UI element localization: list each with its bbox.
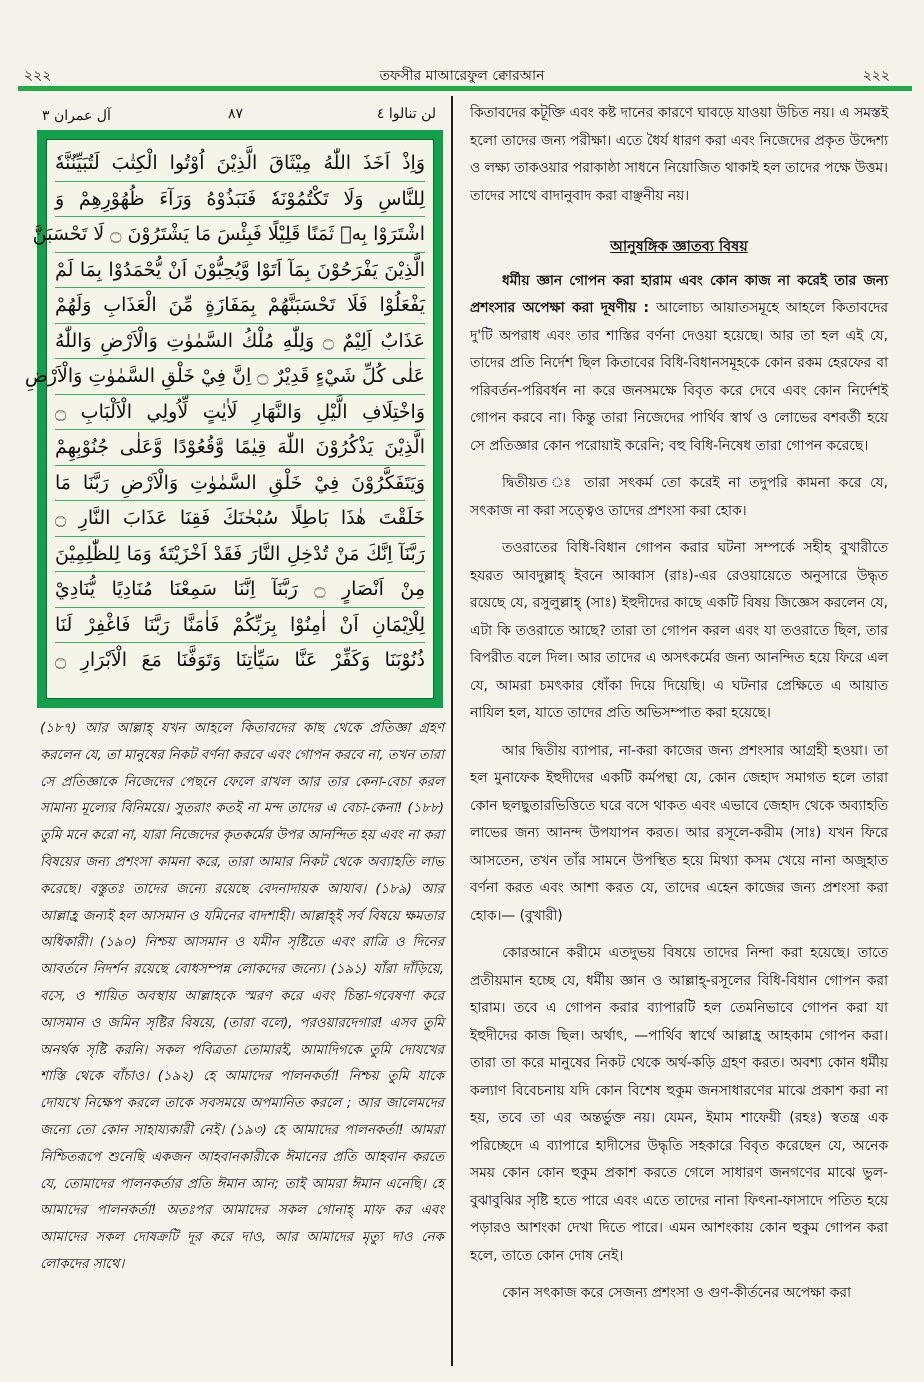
- quran-line: ذُنُوْبَنَا وَكَفِّرْ عَنَّا سَيِّاٰتِنَا وَتَوَفَّنَا مَعَ الْاَبْرَارِ ۝: [55, 649, 425, 671]
- commentary-paragraph: তওরাতের বিধি-বিধান গোপন করার ঘটনা সম্পর্কে সহীহ বুখারীতে হযরত আবদুল্লাহ্ ইবনে আব্বাস (রাঃ)-এর রেওয়ায়েতে অনুসারে উদ্ধৃত রয়েছে যে, রসুলুল্লাহ্ (সাঃ) ইহুদীদের কাছে একটি বিষয় জিজ্ঞেস করলেন যে, এটা কি তওরাতে আছে? তারা তা গোপন করল এবং যা তওরাতে ছিল, তার বিপরীত বলে দিল। আর তাদের এ অসৎকর্মের জন্য আনন্দিত হয়ে ফিরে এল যে, আমরা চমৎকার ধোঁকা দিয়ে দিয়েছি। এ ঘটনার প্রেক্ষিতে এ আয়াত নাযিল হল, যাতে তাদের প্রতি অভিসম্পাত করা হয়েছে।: [470, 540, 888, 721]
- commentary-column: [470, 100, 888, 1318]
- quran-line: لِلْاِيْمَانِ اَنْ اٰمِنُوْا بِرَبِّكُمْ فَاٰمَنَّا رَبَّنَا فَاغْفِرْ لَنَا: [55, 608, 425, 644]
- translation-column: [40, 716, 444, 1279]
- commentary-paragraph: কোরআনে করীমে এতদুভয় বিষয়ে তাদের নিন্দা করা হয়েছে। তাতে প্রতীয়মান হচ্ছে যে, ধর্মীয় জ্ঞান ও আল্লাহ্-রসূলের বিধি-বিধান গোপন করা হারাম। তবে এ গোপন করার ব্যাপারটি হল তেমনিভাবে গোপন করা যা ইহুদীদের কাজ ছিল। অর্থাৎ, —পার্থিব স্বার্থে আল্লাহ্র আহকাম গোপন করা। তারা তা করে মানুষের নিকট থেকে অর্থ-কড়ি গ্রহণ করত। অবশ্য কোন ধর্মীয় কল্যাণ বিবেচনায় যদি কোন বিশেষ হুকুম জনসাধারণের মাঝে প্রকাশ করা না হয়, তবে তা এর অন্তর্ভুক্ত নয়। যেমন, ইমাম শাফেয়ী (রহঃ) স্বতন্ত্র এক পরিচ্ছেদে এ ব্যাপারে হাদীসের উদ্ধৃতি সহকারে বিবৃত করেছেন যে, অনেক সময় কোন কোন হুকুম প্রকাশ করতে গেলে সাধারণ জনগণের মাঝে ভুল-বুঝাবুঝির সৃষ্টি হতে পারে এবং এতে তাদের নানা ফিৎনা-ফাসাদে পতিত হয়ে পড়ারও আশংকা দেখা দিতে পারে। এমন আশংকায় কোন হুকুম গোপন করা হলে, তাতে কোন দোষ নেই।: [470, 945, 888, 1264]
- page-number-right: ২২২: [862, 68, 890, 84]
- surah-name: آل عمران ٣: [42, 108, 111, 124]
- quran-line: خَلَقْتَ هٰذَا بَاطِلًا سُبْحٰنَكَ فَقِنَا عَذَابَ النَّارِ ۝: [55, 501, 425, 537]
- quran-line: عَلٰى كُلِّ شَيْءٍ قَدِيْرٌ ۝ اِنَّ فِيْ خَلْقِ السَّمٰوٰتِ وَالْاَرْضِ: [55, 359, 425, 395]
- quran-line: وَاخْتِلَافِ الَّيْلِ وَالنَّهَارِ لَاٰيٰتٍ لِّاُولِي الْاَلْبَابِ ۝: [55, 395, 425, 431]
- commentary-paragraph: কিতাবদের কটূক্তি এবং কষ্ট দানের কারণে ঘাবড়ে যাওয়া উচিত নয়। এ সমস্তই হলো তাদের জন্য পরীক্ষা। এতে ধৈর্য ধারণ করা এবং নিজেদের প্রকৃত উদ্দেশ্য ও লক্ষ্য তাকওয়ার পরাকাষ্ঠা সাধনে নিয়োজিত থাকাই হল তাদের পক্ষে উত্তম। তাদের সাথে বাদানুবাদ করা বাঞ্ছনীয় নয়।: [470, 105, 888, 204]
- arabic-page-number: ٨٧: [228, 106, 244, 122]
- quran-line: عَذَابٌ اَلِيْمٌ ۝ وَلِلّٰهِ مُلْكُ السَّمٰوٰتِ وَالْاَرْضِ وَاللّٰهُ: [55, 324, 425, 360]
- quran-line: وَيَتَفَكَّرُوْنَ فِيْ خَلْقِ السَّمٰوٰتِ وَالْاَرْضِ رَبَّنَا مَا: [55, 466, 425, 502]
- quran-line: وَاِذْ اَخَذَ اللّٰهُ مِيْثَاقَ الَّذِيْنَ اُوْتُوا الْكِتٰبَ لَتُبَيِّنُنَّهٗ: [55, 146, 425, 182]
- quran-line: يَفْعَلُوْا فَلَا تَحْسَبَنَّهُمْ بِمَفَازَةٍ مِّنَ الْعَذَابِ وَلَهُمْ: [55, 288, 425, 324]
- commentary-paragraph: [470, 268, 888, 461]
- quran-text-frame: [24, 130, 443, 708]
- section-title: আনুষঙ্গিক জ্ঞাতব্য বিষয়: [610, 239, 748, 255]
- commentary-paragraph: দ্বিতীয়ত ঃ তারা সৎকর্ম তো করেই না তদুপরি কামনা করে যে, সৎকাজ না করা সত্ত্বেও তাদের প্রশংসা করা হোক।: [470, 475, 888, 519]
- quran-line: الَّذِيْنَ يَذْكُرُوْنَ اللّٰهَ قِيٰمًا وَّقُعُوْدًا وَّعَلٰى جُنُوْبِهِمْ: [55, 430, 425, 466]
- quran-line: رَبَّنَآ اِنَّكَ مَنْ تُدْخِلِ النَّارَ فَقَدْ اَخْزَيْتَهٗ وَمَا لِلظّٰلِمِيْنَ: [55, 537, 425, 573]
- paragraph-heading: ধর্মীয় জ্ঞান গোপন করা হারাম এবং কোন কাজ না করেই তার জন্য প্রশংসার অপেক্ষা করা দূষণীয় :: [470, 272, 888, 316]
- quran-line: مِنْ اَنْصَارٍ ۝ رَبَّنَآ اِنَّنَا سَمِعْنَا مُنَادِيًا يُّنَادِيْ: [55, 572, 425, 608]
- translation-text: (১৮৭) আর আল্লাহ্ যখন আহলে কিতাবদের কাছ থেকে প্রতিজ্ঞা গ্রহণ করলেন যে, তা মানুষের নিকট বর্ণনা করবে এবং গোপন করবে না, তখন তারা সে প্রতিজ্ঞাকে নিজেদের পেছনে ফেলে রাখল আর তার কেনা-বেচা করল সামান্য মূল্যের বিনিময়ে। সুতরাং কতই না মন্দ তাদের এ বেচা-কেনা! (১৮৮) তুমি মনে করো না, যারা নিজেদের কৃতকর্মের উপর আনন্দিত হয় এবং না করা বিষয়ের জন্য প্রশংসা কামনা করে, তারা আমার নিকট থেকে অব্যাহতি লাভ করেছে। বস্তুতঃ তাদের জন্যে রয়েছে বেদনাদায়ক আযাব। (১৮৯) আর আল্লাহ্র জন্যই হল আসমান ও যমিনের বাদশাহী। আল্লাহ্ই সর্ব বিষয়ে ক্ষমতার অধিকারী। (১৯০) নিশ্চয় আসমান ও যমীন সৃষ্টিতে এবং রাত্রি ও দিনের আবর্তনে নিদর্শন রয়েছে বোধসম্পন্ন লোকদের জন্যে। (১৯১) যাঁরা দাঁড়িয়ে, বসে, ও শায়িত অবস্থায় আল্লাহকে স্মরণ করে এবং চিন্তা-গবেষণা করে আসমান ও জমিন সৃষ্টির বিষয়ে, (তারা বলে), পরওয়ারদেগার! এসব তুমি অনর্থক সৃষ্টি করনি। সকল পবিত্রতা তোমারই, আমাদিগকে তুমি দোযখের শাস্তি থেকে বাঁচাও। (১৯২) হে আমাদের পালনকর্তা! নিশ্চয় তুমি যাকে দোযখে নিক্ষেপ করলে তাকে সবসময়ে অপমানিত করলে ; আর জালেমদের জন্যে তো কোন সাহায্যকারী নেই। (১৯৩) হে আমাদের পালনকর্তা! আমরা নিশ্চিতরূপে শুনেছি একজন আহবানকারীকে ঈমানের প্রতি আহবান করতে যে, তোমাদের পালনকর্তার প্রতি ঈমান আন; তাই আমরা ঈমান এনেছি। হে আমাদের পালনকর্তা! অতঃপর আমাদের সকল গোনাহ্ মাফ কর এবং আমাদের সকল দোষক্রটি দূর করে দাও, আর আমাদের মৃত্যু দাও নেক লোকদের সাথে।: [40, 721, 444, 1272]
- quran-line: الَّذِيْنَ يَفْرَحُوْنَ بِمَآ اَتَوْا وَّيُحِبُّوْنَ اَنْ يُّحْمَدُوْا بِمَا لَمْ: [55, 253, 425, 289]
- commentary-paragraph: আর দ্বিতীয় ব্যাপার, না-করা কাজের জন্য প্রশংসার আগ্রহী হওয়া। তা হল মুনাফেক ইহুদীদের একটি কর্মপন্থা যে, কোন জেহাদ সমাগত হলে তারা কোন ছলছুতারভিত্তিতে ঘরে বসে থাকত এবং এভাবে জেহাদ থেকে অব্যাহতি লাভের জন্য আনন্দ উপযাপন করত। আর রসূলে-করীম (সাঃ) যখন ফিরে আসতেন, তখন তাঁর সামনে উপস্থিত হয়ে মিথ্যা কসম খেয়ে নানা অজুহাত বর্ণনা করত এবং আশা করত যে, তাদের এহেন কাজের জন্য প্রশংসা করা হোক।— (বুখারী): [470, 742, 888, 924]
- commentary-paragraph: কোন সৎকাজ করে সেজন্য প্রশংসা ও গুণ-কীর্তনের অপেক্ষা করা: [502, 1285, 851, 1301]
- juz-name: لن تنالوا ٤: [376, 106, 436, 122]
- paragraph-body: আলোচ্য আয়াতসমূহে আহলে কিতাবদের দু'টি অপরাধ এবং তার শাস্তির বর্ণনা দেওয়া হয়েছে। আর তা হল এই যে, তাদের প্রতি নির্দেশ ছিল কিতাবের বিধি-বিধানসমূহকে কোন রকম হেরফের বা পরিবর্তন-পরিবর্ধন না করে জনসমক্ষে বিবৃত করে দেবে এবং কোন নির্দেশই গোপন করবে না। কিন্তু তারা নিজেদের পার্থিব স্বার্থ ও লোভের বশবর্তী হয়ে সে প্রতিজ্ঞার কোন পরোয়াই করেনি; বহু বিধি-নিষেধ তারা গোপন করেছে।: [470, 300, 888, 454]
- quran-line: لِلنَّاسِ وَلَا تَكْتُمُوْنَهٗ فَنَبَذُوْهُ وَرَآءَ ظُهُوْرِهِمْ وَ: [55, 182, 425, 218]
- column-divider: [451, 96, 453, 1366]
- page-number-left: ২২২: [24, 68, 52, 84]
- quran-line: اشْتَرَوْا بِهٖ ثَمَنًا قَلِيْلًا فَبِئْسَ مَا يَشْتَرُوْنَ ۝ لَا تَحْسَبَنَّ: [55, 217, 425, 253]
- arabic-section-header: [36, 100, 442, 128]
- running-title: তফসীর মাআরেফুল ক্বোরআন: [379, 68, 545, 84]
- header-rule: [18, 86, 912, 91]
- quran-text-box: [24, 139, 434, 699]
